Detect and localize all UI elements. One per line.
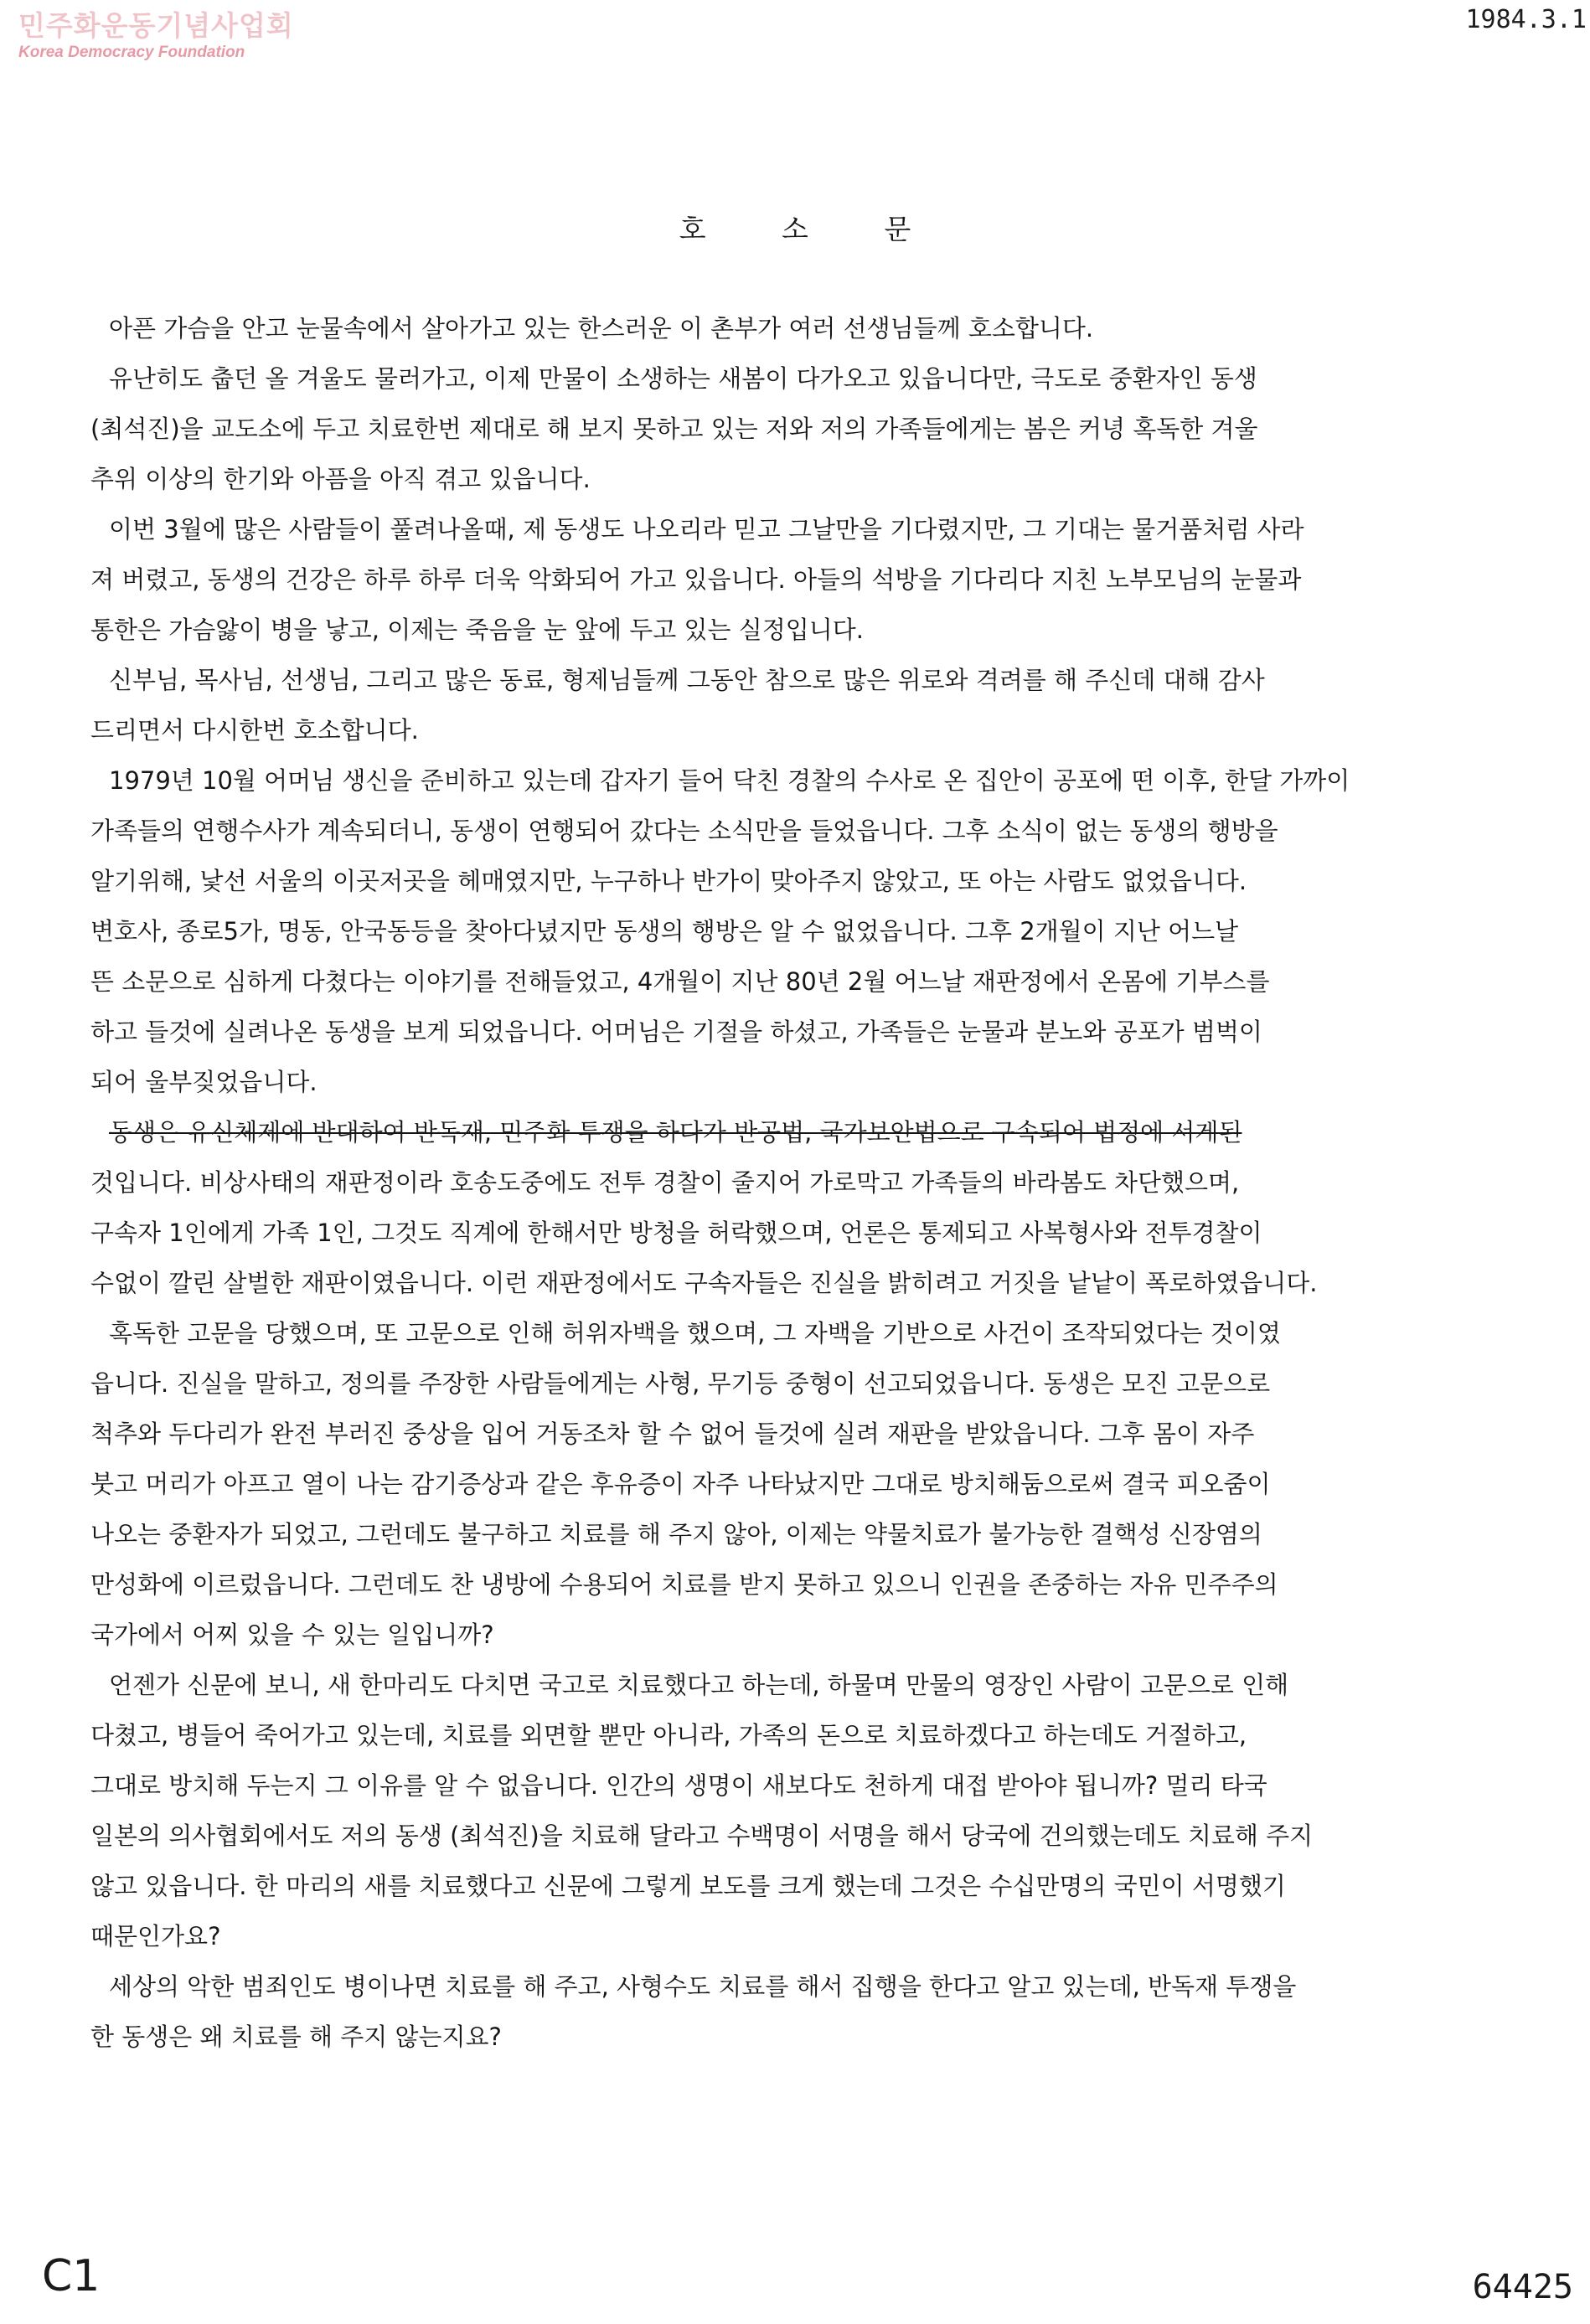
body-line: 뜬 소문으로 심하게 다쳤다는 이야기를 전해들었고, 4개월이 지난 80년 2월 어느날 재판정에서 온몸에 기부스를	[90, 967, 1270, 996]
body-line: 것입니다. 비상사태의 재판정이라 호송도중에도 전투 경찰이 줄지어 가로막고 가족들의 바라봄도 차단했으며,	[90, 1168, 1240, 1197]
body-line: 척추와 두다리가 완전 부러진 중상을 입어 거동조차 할 수 없어 들것에 실려 재판을 받았읍니다. 그후 몸이 자주	[90, 1420, 1255, 1448]
watermark-english: Korea Democracy Foundation	[18, 44, 245, 61]
body-line: 구속자 1인에게 가족 1인, 그것도 직계에 한해서만 방청을 허락했으며, 언론은 통제되고 사복형사와 전투경찰이	[90, 1219, 1262, 1247]
body-line: 그대로 방치해 두는지 그 이유를 알 수 없읍니다. 인간의 생명이 새보다도 천하게 대접 받아야 됩니까? 멀리 타국	[90, 1771, 1267, 1800]
body-line: 언젠가 신문에 보니, 새 한마리도 다치면 국고로 치료했다고 하는데, 하물며 만물의 영장인 사람이 고문으로 인해	[109, 1671, 1289, 1699]
watermark-logo	[18, 9, 294, 61]
body-line: 국가에서 어찌 있을 수 있는 일입니까?	[90, 1621, 494, 1649]
body-line: (최석진)을 교도소에 두고 치료한번 제대로 해 보지 못하고 있는 저와 저의 가족들에게는 봄은 커녕 혹독한 겨울	[90, 415, 1258, 443]
body-line: 만성화에 이르렀읍니다. 그런데도 찬 냉방에 수용되어 치료를 받지 못하고 있으니 인권을 존중하는 자유 민주주의	[90, 1570, 1278, 1599]
body-line-struck: 동생은 유신체제에 반대하여 반독재, 민주화 투쟁을 하다가 반공법, 국가보안법으로 구속되어 법정에 서게된	[109, 1118, 1242, 1147]
body-line: 이번 3월에 많은 사람들이 풀려나올때, 제 동생도 나오리라 믿고 그날만을 기다렸지만, 그 기대는 물거품처럼 사라	[109, 515, 1304, 544]
body-line: 져 버렸고, 동생의 건강은 하루 하루 더욱 악화되어 가고 있읍니다. 아들의 석방을 기다리다 지친 노부모님의 눈물과	[90, 565, 1302, 594]
body-line: 읍니다. 진실을 말하고, 정의를 주장한 사람들에게는 사형, 무기등 중형이 선고되었읍니다. 동생은 모진 고문으로	[90, 1369, 1271, 1398]
body-line: 수없이 깔린 살벌한 재판이였읍니다. 이런 재판정에서도 구속자들은 진실을 밝히려고 거짓을 낱낱이 폭로하였읍니다.	[90, 1269, 1318, 1297]
body-line: 통한은 가슴앓이 병을 낳고, 이제는 죽음을 눈 앞에 두고 있는 실정입니다.	[90, 616, 865, 644]
body-line: 변호사, 종로5가, 명동, 안국동등을 찾아다녔지만 동생의 행방은 알 수 없었읍니다. 그후 2개월이 지난 어느날	[90, 917, 1239, 946]
page-mark-left: C1	[42, 2251, 101, 2301]
body-line: 세상의 악한 범죄인도 병이나면 치료를 해 주고, 사형수도 치료를 해서 집행을 한다고 알고 있는데, 반독재 투쟁을	[109, 1972, 1297, 2001]
body-line: 때문인가요?	[90, 1922, 221, 1950]
body-line: 가족들의 연행수사가 계속되더니, 동생이 연행되어 갔다는 소식만을 들었읍니다. 그후 소식이 없는 동생의 행방을	[90, 817, 1278, 845]
body-line: 한 동생은 왜 치료를 해 주지 않는지요?	[90, 2023, 502, 2051]
watermark-korean: 민주화운동기념사업회	[18, 9, 294, 42]
document-body	[90, 303, 1506, 2062]
handwritten-date-note: 1984.3.1	[1465, 5, 1587, 34]
body-line: 붓고 머리가 아프고 열이 나는 감기증상과 같은 후유증이 자주 나타났지만 그대로 방치해둠으로써 결국 피오줌이	[90, 1470, 1271, 1498]
body-line: 1979년 10월 어머님 생신을 준비하고 있는데 갑자기 들어 닥친 경찰의 수사로 온 집안이 공포에 떤 이후, 한달 가까이	[109, 766, 1350, 795]
body-line: 일본의 의사협회에서도 저의 동생 (최석진)을 치료해 달라고 수백명이 서명을 해서 당국에 건의했는데도 치료해 주지	[90, 1822, 1314, 1850]
body-line: 알기위해, 낯선 서울의 이곳저곳을 헤매였지만, 누구하나 반가이 맞아주지 않았고, 또 아는 사람도 없었읍니다.	[90, 867, 1247, 895]
archive-number: 64425	[1472, 2268, 1573, 2306]
body-line: 다쳤고, 병들어 죽어가고 있는데, 치료를 외면할 뿐만 아니라, 가족의 돈으로 치료하겠다고 하는데도 거절하고,	[90, 1721, 1247, 1749]
document-title: 호 소 문	[679, 213, 945, 245]
body-line: 신부님, 목사님, 선생님, 그리고 많은 동료, 형제님들께 그동안 참으로 많은 위로와 격려를 해 주신데 대해 감사	[109, 666, 1265, 694]
body-line: 혹독한 고문을 당했으며, 또 고문으로 인해 허위자백을 했으며, 그 자백을 기반으로 사건이 조작되었다는 것이였	[109, 1319, 1281, 1348]
body-line: 유난히도 춥던 올 겨울도 물러가고, 이제 만물이 소생하는 새봄이 다가오고 있읍니다만, 극도로 중환자인 동생	[109, 364, 1257, 393]
body-line: 추위 이상의 한기와 아픔을 아직 겪고 있읍니다.	[90, 465, 591, 493]
body-line: 않고 있읍니다. 한 마리의 새를 치료했다고 신문에 그렇게 보도를 크게 했는데 그것은 수십만명의 국민이 서명했기	[90, 1872, 1286, 1900]
body-line: 드리면서 다시한번 호소합니다.	[90, 716, 419, 745]
body-line: 아픈 가슴을 안고 눈물속에서 살아가고 있는 한스러운 이 촌부가 여러 선생님들께 호소합니다.	[109, 314, 1094, 343]
body-line: 나오는 중환자가 되었고, 그런데도 불구하고 치료를 해 주지 않아, 이제는 약물치료가 불가능한 결핵성 신장염의	[90, 1520, 1262, 1548]
body-line: 하고 들것에 실려나온 동생을 보게 되었읍니다. 어머님은 기절을 하셨고, 가족들은 눈물과 분노와 공포가 범벅이	[90, 1018, 1262, 1046]
body-line: 되어 울부짖었읍니다.	[90, 1068, 317, 1096]
